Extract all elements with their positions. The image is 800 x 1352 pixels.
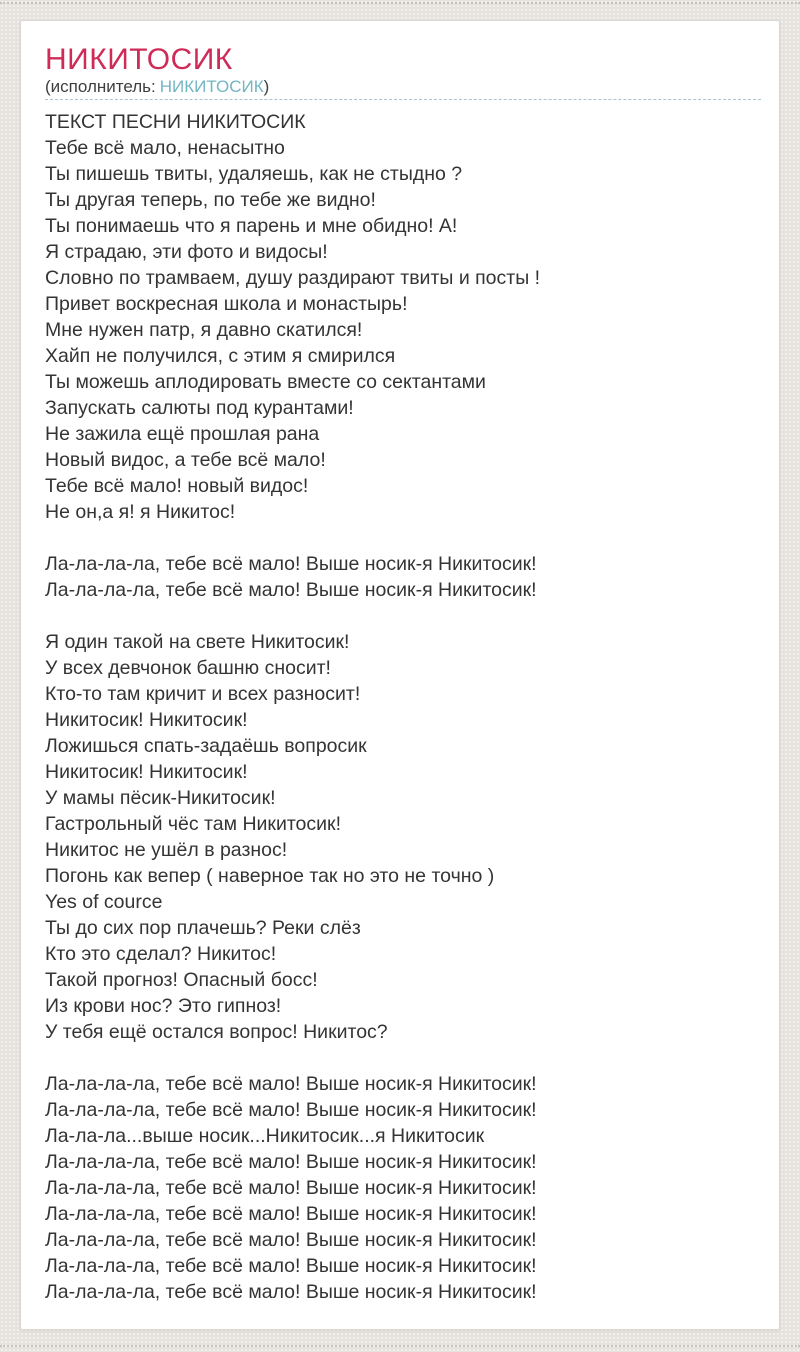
lyric-line	[45, 525, 761, 551]
song-title: НИКИТОСИК	[45, 43, 233, 76]
lyric-line: Никитос не ушёл в разнос!	[45, 839, 288, 861]
lyric-line: Гастрольный чёс там Никитосик!	[45, 813, 341, 835]
lyric-line: Погонь как вепер ( наверное так но это не точно )	[45, 865, 495, 887]
lyric-line: Тебе всё мало, ненасытно	[45, 137, 285, 159]
lyric-line: Ла-ла-ла-ла, тебе всё мало! Выше носик-я Никитосик!	[45, 1255, 537, 1277]
bottom-dotted-divider	[0, 1345, 800, 1347]
lyric-line: Мне нужен патр, я давно скатился!	[45, 319, 363, 341]
lyric-line: Запускать салюты под курантами!	[45, 397, 354, 419]
lyric-line: Ла-ла-ла-ла, тебе всё мало! Выше носик-я Никитосик!	[45, 1229, 537, 1251]
lyric-line: Ла-ла-ла-ла, тебе всё мало! Выше носик-я Никитосик!	[45, 553, 537, 575]
lyric-line: Я страдаю, эти фото и видосы!	[45, 241, 328, 263]
lyrics-header: ТЕКСТ ПЕСНИ НИКИТОСИК	[45, 111, 306, 133]
lyric-line: Ла-ла-ла-ла, тебе всё мало! Выше носик-я Никитосик!	[45, 1073, 537, 1095]
lyric-line	[45, 603, 761, 629]
lyric-line: Кто это сделал? Никитос!	[45, 943, 277, 965]
lyric-line: Не он,а я! я Никитос!	[45, 501, 236, 523]
lyric-line: Ты понимаешь что я парень и мне обидно! А!	[45, 215, 458, 237]
lyric-line: Такой прогноз! Опасный босс!	[45, 969, 318, 991]
lyric-line: Новый видос, а тебе всё мало!	[45, 449, 326, 471]
lyric-line: Ла-ла-ла-ла, тебе всё мало! Выше носик-я Никитосик!	[45, 1177, 537, 1199]
lyric-line: Кто-то там кричит и всех разносит!	[45, 683, 361, 705]
artist-label-suffix: )	[263, 77, 270, 96]
top-dotted-divider	[0, 2, 800, 4]
lyric-line: Ла-ла-ла-ла, тебе всё мало! Выше носик-я Никитосик!	[45, 579, 537, 601]
lyrics-lines	[45, 135, 761, 1305]
lyric-line: У тебя ещё остался вопрос! Никитос?	[45, 1021, 388, 1043]
lyric-line: Yes of cource	[45, 891, 163, 913]
lyric-line: Тебе всё мало! новый видос!	[45, 475, 309, 497]
lyrics-block	[45, 109, 761, 1305]
lyric-line: Я один такой на свете Никитосик!	[45, 631, 350, 653]
lyric-line: Ты другая теперь, по тебе же видно!	[45, 189, 376, 211]
lyric-line: Ложишься спать-задаёшь вопросик	[45, 735, 367, 757]
lyric-line: Хайп не получился, с этим я смирился	[45, 345, 396, 367]
lyric-line: Ты пишешь твиты, удаляешь, как не стыдно ?	[45, 163, 463, 185]
lyric-line	[45, 1045, 761, 1071]
artist-link[interactable]: НИКИТОСИК	[159, 77, 264, 96]
lyric-line: Ты можешь аплодировать вместе со сектантами	[45, 371, 486, 393]
lyric-line: Словно по трамваем, душу раздирают твиты и посты !	[45, 267, 541, 289]
lyric-line: Ла-ла-ла...выше носик...Никитосик...я Никитосик	[45, 1125, 485, 1147]
artist-label-prefix: (исполнитель:	[45, 77, 156, 96]
lyric-line: Никитосик! Никитосик!	[45, 709, 248, 731]
lyric-line: Ла-ла-ла-ла, тебе всё мало! Выше носик-я Никитосик!	[45, 1099, 537, 1121]
lyric-line: Ла-ла-ла-ла, тебе всё мало! Выше носик-я Никитосик!	[45, 1151, 537, 1173]
artist-row	[45, 77, 761, 100]
lyric-line: Ты до сих пор плачешь? Реки слёз	[45, 917, 361, 939]
lyric-line: Из крови нос? Это гипноз!	[45, 995, 282, 1017]
lyric-line: Ла-ла-ла-ла, тебе всё мало! Выше носик-я Никитосик!	[45, 1203, 537, 1225]
lyric-line: Никитосик! Никитосик!	[45, 761, 248, 783]
lyric-line: Привет воскресная школа и монастырь!	[45, 293, 408, 315]
lyric-line: Не зажила ещё прошлая рана	[45, 423, 320, 445]
lyrics-card	[20, 20, 780, 1330]
lyric-line: У мамы пёсик-Никитосик!	[45, 787, 276, 809]
lyric-line: У всех девчонок башню сносит!	[45, 657, 331, 679]
lyric-line: Ла-ла-ла-ла, тебе всё мало! Выше носик-я Никитосик!	[45, 1281, 537, 1303]
